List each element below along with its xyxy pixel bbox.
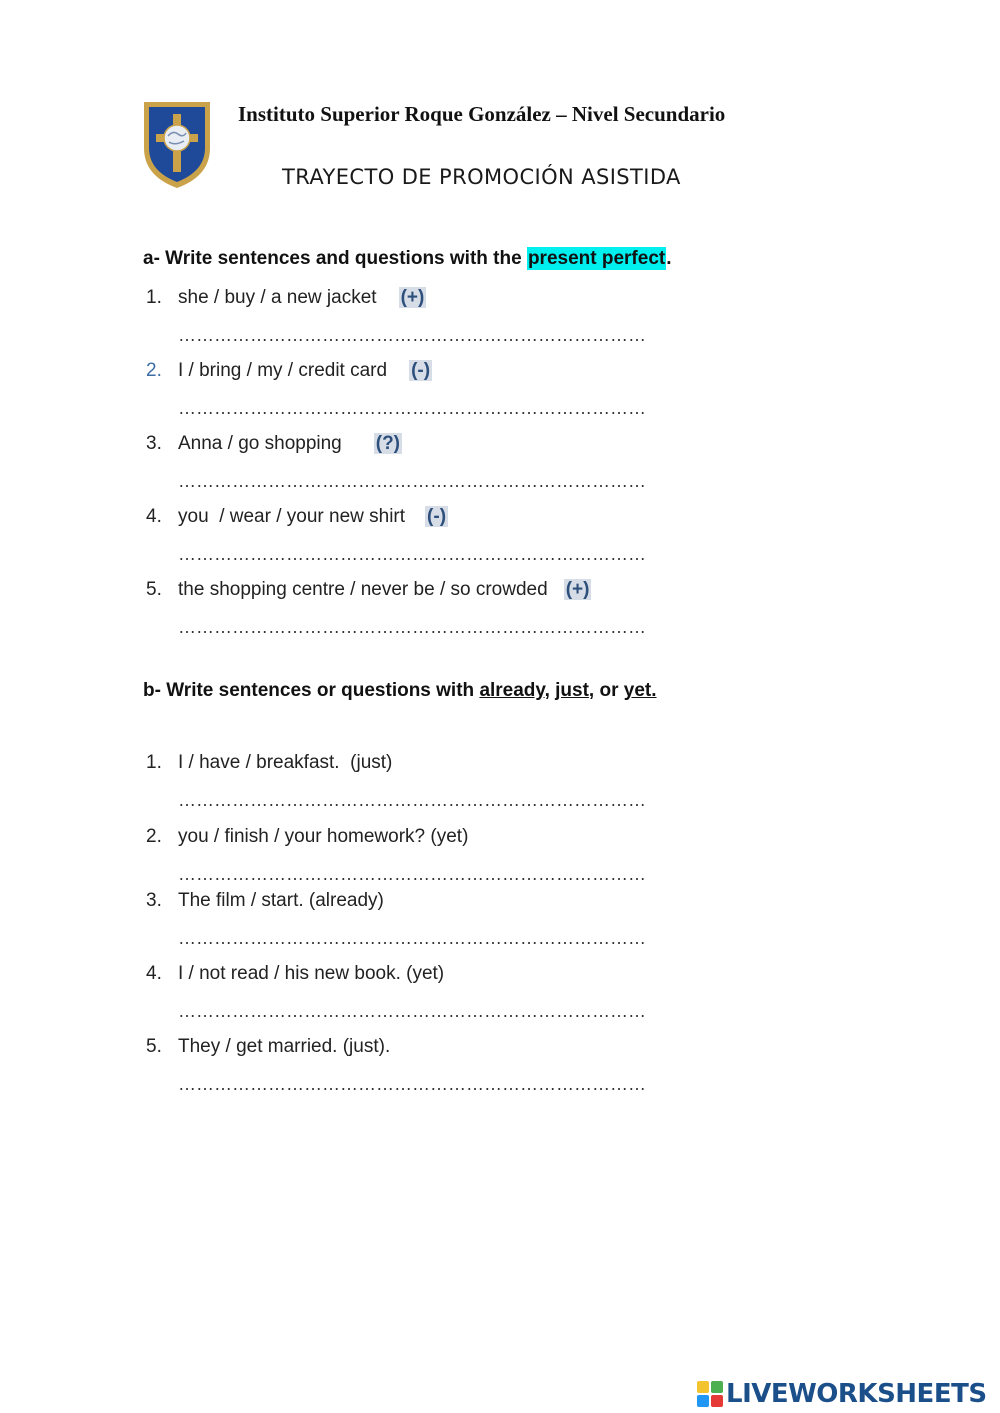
highlighted-term: present perfect [527, 248, 666, 269]
answer-line[interactable]: …………………………………………………………………… [178, 1074, 646, 1094]
answer-line[interactable]: …………………………………………………………………… [178, 325, 646, 345]
list-item: 4. I / not read / his new book. (yet) [146, 963, 445, 984]
answer-line[interactable]: …………………………………………………………………… [178, 544, 646, 564]
negative-sign-badge: (-) [427, 506, 447, 527]
list-item: 1. she / buy / a new jacket (+) [146, 287, 425, 308]
negative-sign-badge: (-) [411, 360, 431, 381]
list-item: 2. I / bring / my / credit card (-) [146, 360, 431, 381]
list-item: 3. Anna / go shopping (?) [146, 433, 401, 454]
list-item: 5. They / get married. (just). [146, 1036, 391, 1057]
program-title: TRAYECTO DE PROMOCIÓN ASISTIDA [282, 165, 681, 189]
answer-line[interactable]: …………………………………………………………………… [178, 1001, 646, 1021]
answer-line[interactable]: …………………………………………………………………… [178, 398, 646, 418]
school-crest-icon [140, 96, 214, 190]
institution-name: Instituto Superior Roque González – Nivel Secundario [238, 102, 726, 126]
answer-line[interactable]: …………………………………………………………………… [178, 928, 646, 948]
list-item: 5. the shopping centre / never be / so crowded (+) [146, 579, 590, 600]
answer-line[interactable]: …………………………………………………………………… [178, 617, 646, 637]
answer-line[interactable]: …………………………………………………………………… [178, 864, 646, 884]
answer-line[interactable]: …………………………………………………………………… [178, 790, 646, 810]
liveworksheets-icon [697, 1381, 723, 1407]
section-a-title: a- Write sentences and questions with the present perfect. [143, 248, 672, 269]
question-sign-badge: (?) [375, 433, 401, 454]
answer-line[interactable]: …………………………………………………………………… [178, 471, 646, 491]
brand-name: LIVEWORKSHEETS [726, 1379, 987, 1409]
list-item: 3. The film / start. (already) [146, 890, 384, 911]
section-b-title: b- Write sentences or questions with already, just, or yet. [143, 680, 657, 701]
liveworksheets-logo[interactable] [697, 1377, 987, 1411]
affirmative-sign-badge: (+) [400, 287, 425, 308]
affirmative-sign-badge: (+) [565, 579, 590, 600]
list-item: 1. I / have / breakfast. (just) [146, 752, 393, 773]
list-item: 2. you / finish / your homework? (yet) [146, 826, 469, 847]
list-item: 4. you / wear / your new shirt (-) [146, 506, 447, 527]
